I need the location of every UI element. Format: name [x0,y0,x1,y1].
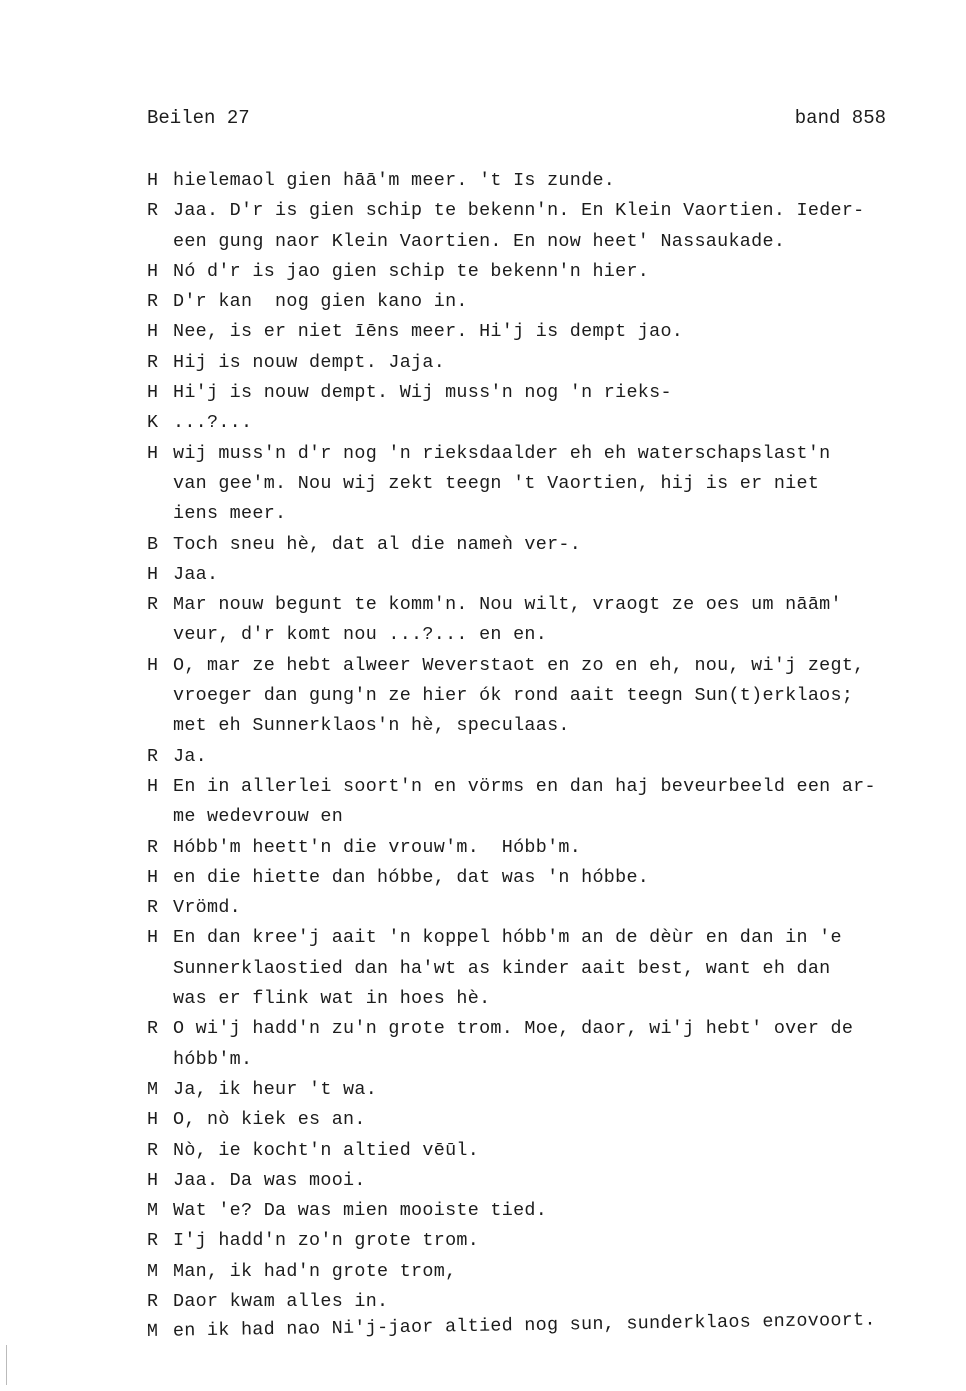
header-tape-number: band 858 [794,107,886,129]
speaker-code: M [147,1078,159,1100]
transcript-line [147,984,947,1014]
transcript-line [147,893,947,923]
speaker-code [147,681,173,711]
transcript-line [147,681,947,711]
line-text: van gee'm. Nou wij zekt teegn 't Vaortien, hij is er niet [173,472,820,494]
line-text: Hóbb'm heett'n die vrouw'm. Hóbb'm. [173,836,582,858]
line-text: O, nò kiek es an. [173,1109,366,1131]
line-text: Ja, ik heur 't wa. [173,1078,378,1100]
transcript-line [147,863,947,893]
speaker-code: M [147,1200,159,1222]
header-location: Beilen 27 [147,107,250,129]
line-text: Jaa. [173,563,219,585]
speaker-code: R [147,1018,159,1040]
speaker-code: H [147,321,159,343]
line-text: En in allerlei soort'n en vörms en dan haj beveurbeeld een ar- [173,775,876,797]
speaker-code [147,227,173,257]
line-text: Hij is nouw dempt. Jaja. [173,351,446,373]
line-text: Nee, is er niet īēns meer. Hi'j is dempt jao. [173,321,684,343]
speaker-code: R [147,1139,159,1161]
speaker-code: H [147,170,159,191]
line-text: O wi'j hadd'n zu'n grote trom. Moe, daor, wi'j hebt' over de [173,1018,854,1040]
line-text: Wat 'e? Da was mien mooiste tied. [173,1200,548,1222]
speaker-code: R [147,200,159,222]
transcript-line [147,287,947,317]
speaker-code: H [147,654,159,676]
transcript-line [147,954,947,984]
line-text: veur, d'r komt nou ...?... en en. [173,624,548,646]
speaker-code: R [147,745,159,767]
speaker-code: H [147,442,159,464]
speaker-code: R [147,594,159,616]
speaker-code: R [147,1290,159,1312]
line-text: ...?... [173,412,253,434]
speaker-code [147,711,173,741]
transcript-line [147,833,947,863]
line-text: I'j hadd'n zo'n grote trom. [173,1230,480,1252]
line-text: O, mar ze hebt alweer Weverstaot en zo en eh, nou, wi'j zegt, [173,654,865,676]
transcript-line [147,802,947,832]
line-text: Hi'j is nouw dempt. Wij muss'n nog 'n rieks- [173,382,672,404]
transcript-line [147,1045,947,1075]
line-text: Nó d'r is jao gien schip te bekenn'n hier. [173,260,650,282]
transcript-line [147,408,947,438]
transcript-line [147,1196,947,1226]
line-text: Daor kwam alles in. [173,1290,389,1312]
line-text: Sunnerklaostied dan ha'wt as kinder aait best, want eh dan [173,957,831,979]
line-text: Jaa. Da was mooi. [173,1169,366,1191]
speaker-code [147,499,173,529]
transcript-line [147,742,947,772]
speaker-code: M [147,1260,159,1282]
transcript-line [147,1075,947,1105]
transcript-line [147,1136,947,1166]
transcript-line [147,530,947,560]
transcript [147,166,947,1348]
transcript-line [147,1014,947,1044]
line-text: vroeger dan gung'n ze hier ók rond aait teegn Sun(t)erklaos; [173,685,854,707]
transcript-line [147,772,947,802]
line-text: en die hiette dan hóbbe, dat was 'n hóbbe. [173,866,650,888]
speaker-code [147,1045,173,1075]
transcript-line [147,711,947,741]
transcript-line [147,196,947,226]
line-text: hielemaol gien hāā'm meer. 't Is zunde. [173,170,616,191]
speaker-code [147,802,173,832]
transcript-line [147,560,947,590]
line-text: Nò, ie kocht'n altied vēūl. [173,1139,480,1161]
speaker-code [147,469,173,499]
speaker-code: R [147,897,159,919]
speaker-code: H [147,927,159,949]
speaker-code [147,620,173,650]
speaker-code: H [147,382,159,404]
transcript-line [147,923,947,953]
line-text: Vrömd. [173,897,242,919]
transcript-line [147,499,947,529]
transcript-line [147,1257,947,1287]
speaker-code: H [147,563,159,585]
line-text: wij muss'n d'r nog 'n rieksdaalder eh eh waterschapslast'n [173,442,831,464]
speaker-code: H [147,775,159,797]
speaker-code: B [147,533,159,555]
transcript-line [147,1105,947,1135]
speaker-code: M [146,1321,159,1343]
speaker-code [147,984,173,1014]
line-text: en ik had nao Ni'j-jaor altied nog sun, sunderklaos enzovoort. [172,1309,876,1342]
transcript-line [147,257,947,287]
margin-scan-mark [6,1345,7,1385]
speaker-code: R [147,291,159,313]
speaker-code: K [147,412,159,434]
transcript-line [147,651,947,681]
transcript-line [147,1226,947,1256]
line-text: Ja. [173,745,208,767]
line-text: me wedevrouw en [173,806,344,828]
transcript-line [147,620,947,650]
transcript-line [147,590,947,620]
line-text: met eh Sunnerklaos'n hè, speculaas. [173,715,570,737]
speaker-code: H [147,866,159,888]
transcript-line [147,469,947,499]
transcript-line [147,227,947,257]
speaker-code: H [147,1109,159,1131]
transcript-line [147,348,947,378]
line-text: was er flink wat in hoes hè. [173,988,491,1010]
transcript-line [147,317,947,347]
speaker-code: R [147,836,159,858]
transcript-line [147,1166,947,1196]
line-text: D'r kan nog gien kano in. [173,291,468,313]
line-text: Mar nouw begunt te komm'n. Nou wilt, vraogt ze oes um nāām' [173,594,842,616]
speaker-code: H [147,1169,159,1191]
transcript-line [147,166,947,196]
transcript-line [147,439,947,469]
line-text: Jaa. D'r is gien schip te bekenn'n. En Klein Vaortien. Ieder- [173,200,865,222]
line-text: Toch sneu hè, dat al die nameǹ ver-. [173,533,582,555]
speaker-code: R [147,1230,159,1252]
speaker-code: H [147,260,159,282]
line-text: En dan kree'j aait 'n koppel hóbb'm an de dèùr en dan in 'e [173,927,842,949]
line-text: hóbb'm. [173,1048,253,1070]
transcript-line [147,378,947,408]
line-text: Man, ik had'n grote trom, [173,1260,457,1282]
speaker-code [147,954,173,984]
line-text: een gung naor Klein Vaortien. En now heet' Nassaukade. [173,230,786,252]
line-text: iens meer. [173,503,287,525]
speaker-code: R [147,351,159,373]
